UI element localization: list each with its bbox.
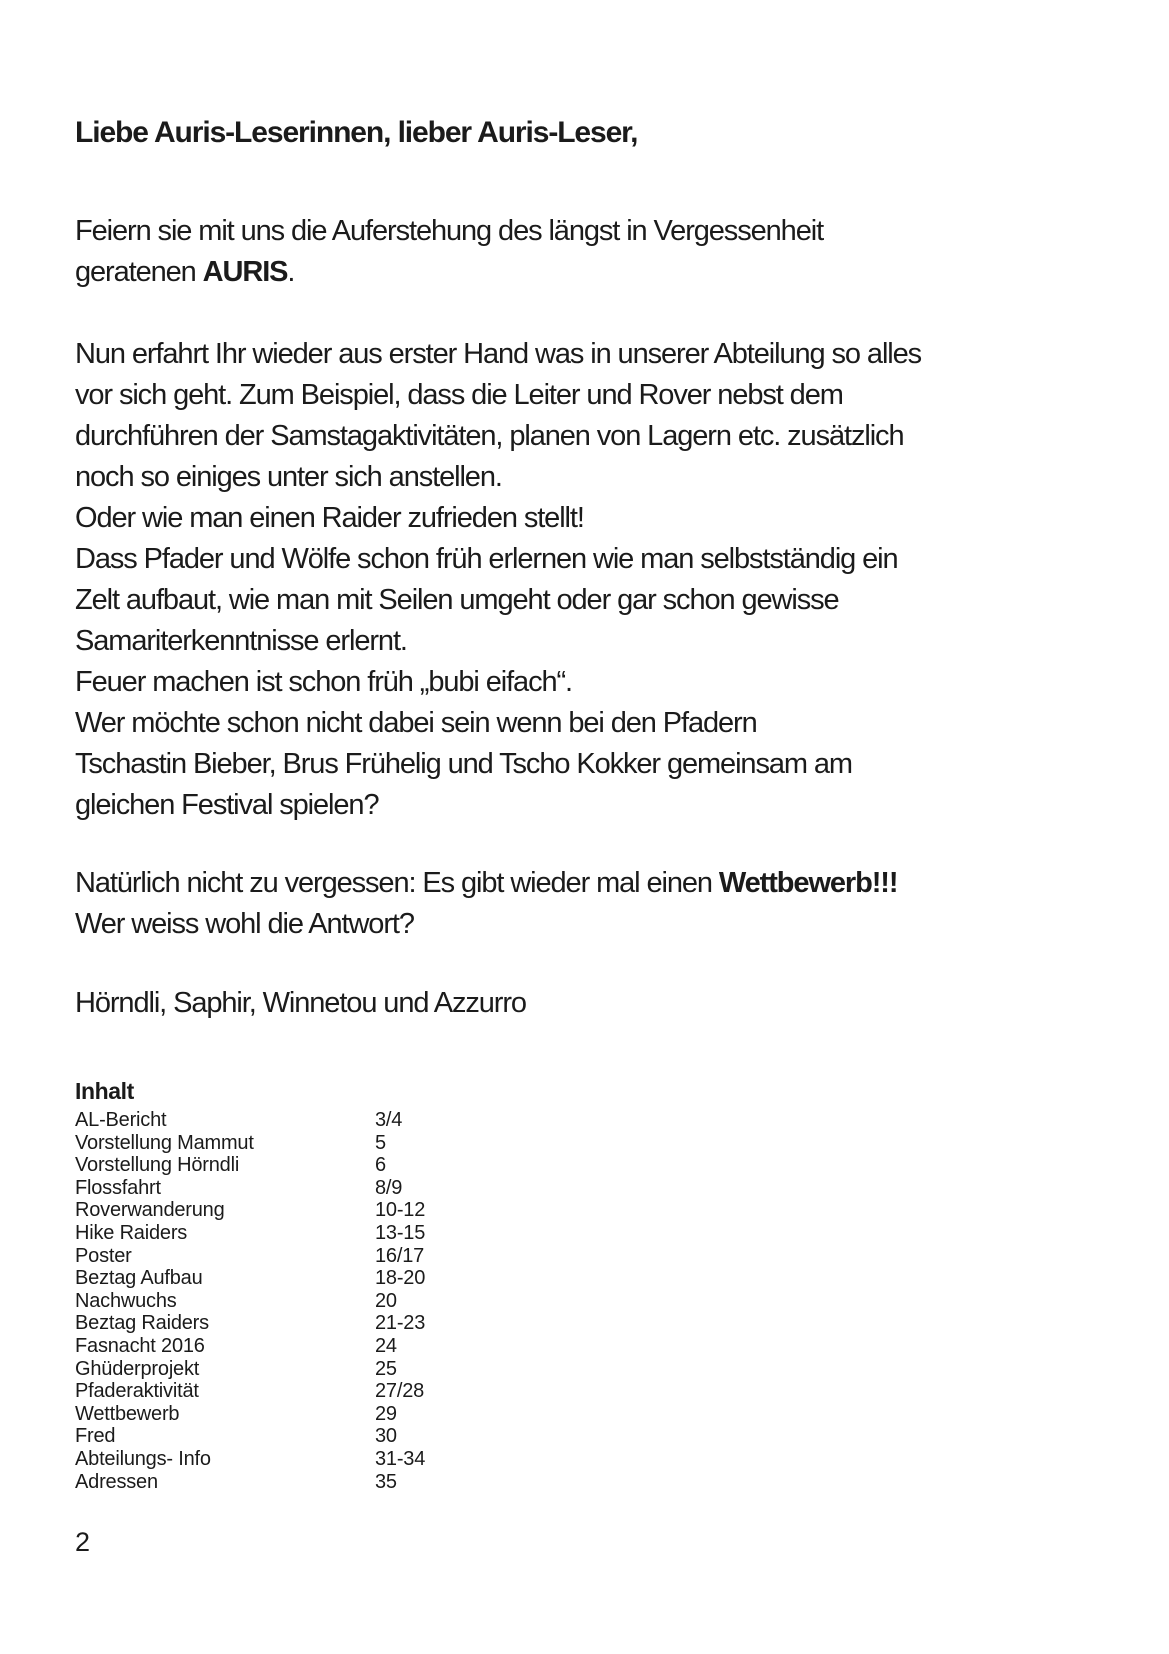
toc-entry-pages: 29 [375,1402,397,1425]
toc-row [75,1380,425,1403]
toc-entry-pages: 10-12 [375,1199,426,1222]
toc-entry-label: Beztag Raiders [75,1312,209,1335]
toc-entry-pages: 13-15 [375,1221,426,1244]
toc-row [75,1471,425,1494]
toc-row [75,1358,425,1381]
intro-line-1: Feiern sie mit uns die Auferstehung des längst in Vergessenheit [75,215,824,247]
page-number: 2 [75,1527,91,1557]
intro-line-2 [75,252,823,293]
toc-entry-label: Vorstellung Hörndli [75,1154,240,1177]
toc-entry-label: Hike Raiders [75,1221,188,1244]
body-line: Tschastin Bieber, Brus Frühelig und Tscho Kokker gemeinsam am [75,748,852,780]
toc-row [75,1335,425,1358]
body-line: Nun erfahrt Ihr wieder aus erster Hand was in unserer Abteilung so alles [75,338,922,370]
toc-row [75,1154,425,1177]
toc-row [75,1312,425,1335]
toc-row [75,1245,425,1268]
toc-entry-pages: 27/28 [375,1380,425,1403]
body-line: noch so einiges unter sich anstellen. [75,461,502,493]
toc-list [75,1109,425,1493]
toc-entry-label: AL-Bericht [75,1109,167,1131]
toc-entry-pages: 18-20 [375,1267,426,1290]
toc-row [75,1222,425,1245]
toc-entry-label: Adressen [75,1470,158,1493]
contest-line-1-text: Natürlich nicht zu vergessen: Es gibt wieder mal einen [75,867,719,899]
toc-entry-pages: 5 [375,1131,386,1154]
table-of-contents [75,1077,425,1493]
toc-entry-label: Ghüderprojekt [75,1357,200,1380]
toc-entry-pages: 21-23 [375,1312,426,1335]
body-line: gleichen Festival spielen? [75,789,379,821]
body-line: Samariterkenntnisse erlernt. [75,625,407,657]
wettbewerb-bold-word: Wettbewerb!!! [718,867,898,899]
toc-entry-pages: 3/4 [375,1109,403,1131]
toc-entry-label: Roverwanderung [75,1199,225,1222]
toc-row [75,1199,425,1222]
toc-entry-label: Nachwuchs [75,1289,177,1312]
toc-entry-label: Poster [75,1244,132,1267]
toc-entry-pages: 16/17 [375,1244,425,1267]
body-line: Dass Pfader und Wölfe schon früh erlernen wie man selbstständig ein [75,543,898,575]
toc-entry-label: Fasnacht 2016 [75,1334,205,1357]
intro-paragraph [75,211,823,293]
toc-entry-label: Vorstellung Mammut [75,1131,254,1154]
toc-entry-label: Abteilungs- Info [75,1447,211,1470]
salutation: Liebe Auris-Leserinnen, lieber Auris-Leser, [75,116,638,149]
toc-row [75,1267,425,1290]
body-line: Feuer machen ist schon früh „bubi eifach“. [75,666,573,698]
toc-row [75,1448,425,1471]
intro-line-2-text: geratenen [75,256,203,288]
contest-line-2: Wer weiss wohl die Antwort? [75,908,414,940]
intro-line-2-period: . [287,256,295,288]
toc-row [75,1403,425,1426]
toc-entry-pages: 8/9 [375,1176,403,1199]
toc-entry-label: Beztag Aufbau [75,1267,203,1290]
contest-line-1 [75,863,897,904]
toc-entry-label: Wettbewerb [75,1402,180,1425]
body-line: Zelt aufbaut, wie man mit Seilen umgeht oder gar schon gewisse [75,584,839,616]
toc-row [75,1425,425,1448]
toc-row [75,1109,425,1132]
toc-entry-pages: 24 [375,1334,397,1357]
toc-entry-pages: 30 [375,1425,397,1448]
body-line: durchführen der Samstagaktivitäten, planen von Lagern etc. zusätzlich [75,420,904,452]
toc-row [75,1132,425,1155]
auris-bold-word: AURIS [202,256,288,288]
body-line: Wer möchte schon nicht dabei sein wenn bei den Pfadern [75,707,757,739]
toc-entry-pages: 6 [375,1154,386,1177]
toc-entry-label: Flossfahrt [75,1176,161,1199]
toc-title: Inhalt [75,1078,134,1104]
body-line: vor sich geht. Zum Beispiel, dass die Leiter und Rover nebst dem [75,379,843,411]
toc-entry-pages: 35 [375,1470,397,1493]
signature: Hörndli, Saphir, Winnetou und Azzurro [75,987,526,1019]
contest-paragraph [75,863,897,945]
toc-entry-pages: 20 [375,1289,397,1312]
toc-entry-label: Pfaderaktivität [75,1380,199,1403]
toc-row [75,1290,425,1313]
body-line: Oder wie man einen Raider zufrieden stellt! [75,502,584,534]
toc-entry-label: Fred [75,1425,116,1448]
toc-row [75,1177,425,1200]
toc-entry-pages: 25 [375,1357,397,1380]
toc-entry-pages: 31-34 [375,1447,426,1470]
letter-body [75,334,921,826]
